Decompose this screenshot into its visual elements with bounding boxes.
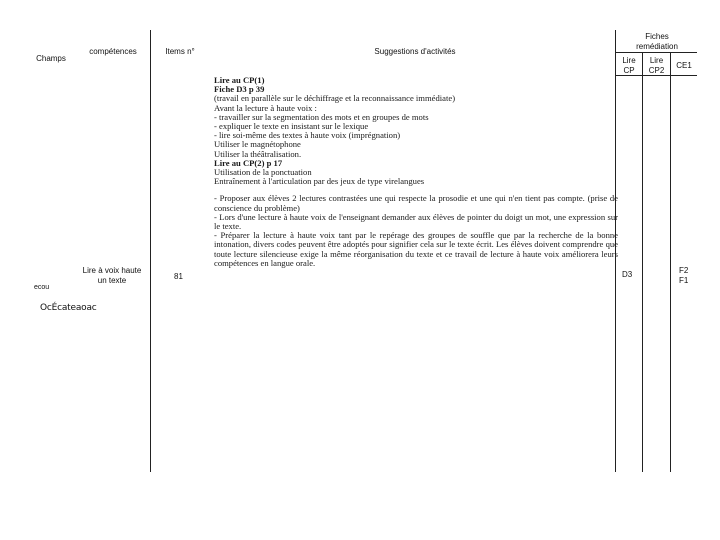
fiche-lire-cp: D3: [622, 270, 633, 279]
logo-text: OcÉcateaoac: [40, 303, 97, 313]
header-lire-cp2-top: Lire: [649, 56, 664, 65]
header-lire-cp-bottom: CP: [623, 66, 635, 75]
activities-block-2: [214, 194, 618, 268]
activity-paragraph: - Lors d'une lecture à haute voix de l'enseignant demander aux élèves de pointer du doigt un mot, une expression sur le texte.: [214, 211, 618, 232]
activity-line: - lire soi-même des textes à haute voix (imprégnation): [214, 131, 401, 141]
header-fiches: Fiches: [645, 32, 669, 41]
header-suggestions: Suggestions d'activités: [374, 47, 456, 56]
header-competences: compétences: [89, 47, 137, 56]
activity-line: Fiche D3 p 39: [214, 85, 265, 95]
activity-line: Utilisation de la ponctuation: [214, 168, 312, 178]
activity-line: Lire au CP(2) p 17: [214, 158, 283, 168]
header-champs: Champs: [36, 54, 66, 63]
header-items: Items n°: [165, 47, 195, 56]
header-remediation: remédiation: [636, 42, 678, 51]
fiche-ce1-line-2: F1: [679, 276, 689, 285]
column-divider-3: [642, 52, 643, 472]
champ-label: ecou: [34, 284, 50, 291]
header-divider-fiches: [615, 52, 697, 53]
activity-line: - travailler sur la segmentation des mots et en groupes de mots: [214, 112, 429, 122]
header-lire-cp-top: Lire: [622, 56, 636, 65]
activity-paragraph: - Préparer la lecture à haute voix tant par le repérage des groupes de souffle que par la recherche de la bonne intonation, divers codes peuvent être adoptés pour signifier cela sur le texte écrit. Les élèves doivent comprendre que toute lecture silencieuse exige la même réorganisation du texte et ce travail de lecture à haute voix améliorera leurs compétences en langue orale.: [214, 230, 618, 268]
fiche-ce1-line-1: F2: [679, 266, 689, 275]
header-ce1: CE1: [676, 61, 692, 70]
activities-block-1: [214, 76, 618, 186]
header-lire-cp2-bottom: CP2: [648, 66, 665, 75]
activity-line: Utiliser le magnétophone: [214, 140, 301, 150]
activities-text: [214, 76, 618, 268]
activity-paragraph: - Proposer aux élèves 2 lectures contrastées une qui respecte la prosodie et une qui n'en tient pas compte. (prise de conscience du problème): [214, 193, 618, 213]
item-number: 81: [174, 272, 183, 281]
competence-line-2: un texte: [97, 276, 127, 285]
activity-line: Avant la lecture à haute voix :: [214, 103, 317, 113]
activity-line: Lire au CP(1): [214, 76, 265, 85]
activity-line: Utiliser la théâtralisation.: [214, 149, 302, 159]
activity-line: Entraînement à l'articulation par des jeux de type virelangues: [214, 177, 425, 187]
competence-line-1: Lire à voix haute: [82, 266, 142, 275]
column-divider-1: [150, 30, 151, 472]
column-divider-4: [670, 52, 671, 472]
activity-line: - expliquer le texte en insistant sur le lexique: [214, 122, 369, 132]
activity-line: (travail en parallèle sur le déchiffrage et la reconnaissance immédiate): [214, 94, 456, 104]
